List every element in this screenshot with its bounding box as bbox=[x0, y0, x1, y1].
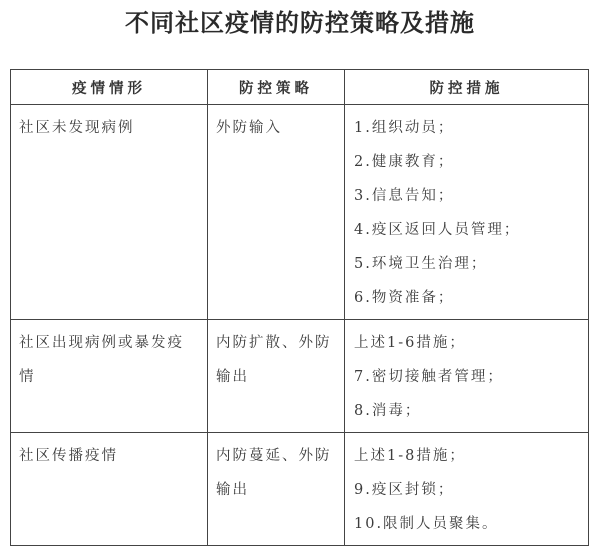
situation-cell bbox=[11, 433, 208, 546]
situation-cell bbox=[11, 320, 208, 433]
page-title: 不同社区疫情的防控策略及措施 bbox=[125, 9, 475, 37]
table-row bbox=[11, 433, 589, 546]
measure-item: 7.密切接触者管理； bbox=[354, 369, 504, 385]
table-row bbox=[11, 320, 589, 433]
strategy-text: 内防蔓延、外防输出 bbox=[216, 448, 332, 498]
header-measures: 防控措施 bbox=[345, 70, 589, 105]
measure-item: 6.物资准备； bbox=[354, 290, 455, 306]
measure-item: 1.组织动员； bbox=[354, 120, 455, 136]
measures-cell bbox=[345, 433, 589, 546]
measure-item: 2.健康教育； bbox=[354, 154, 455, 170]
situation-text: 社区传播疫情 bbox=[19, 448, 118, 464]
strategy-cell bbox=[208, 433, 345, 546]
table-header-row bbox=[11, 70, 589, 105]
situation-text: 社区出现病例或暴发疫情 bbox=[19, 335, 184, 385]
measure-item: 3.信息告知； bbox=[354, 188, 455, 204]
measure-item: 上述1-8措施； bbox=[354, 448, 466, 464]
header-situation: 疫情情形 bbox=[11, 70, 208, 105]
header-strategy: 防控策略 bbox=[208, 70, 345, 105]
situation-text: 社区未发现病例 bbox=[19, 120, 135, 136]
strategy-cell bbox=[208, 105, 345, 320]
measure-item: 4.疫区返回人员管理； bbox=[354, 222, 521, 238]
measures-cell bbox=[345, 105, 589, 320]
measure-item: 10.限制人员聚集。 bbox=[354, 516, 499, 532]
measures-cell bbox=[345, 320, 589, 433]
table-row bbox=[11, 105, 589, 320]
measure-item: 上述1-6措施； bbox=[354, 335, 466, 351]
measure-item: 9.疫区封锁； bbox=[354, 482, 455, 498]
strategy-text: 内防扩散、外防输出 bbox=[216, 335, 332, 385]
strategy-cell bbox=[208, 320, 345, 433]
situation-cell bbox=[11, 105, 208, 320]
measures-table bbox=[10, 69, 589, 546]
measure-item: 5.环境卫生治理； bbox=[354, 256, 488, 272]
measure-item: 8.消毒； bbox=[354, 403, 422, 419]
strategy-text: 外防输入 bbox=[216, 120, 282, 136]
